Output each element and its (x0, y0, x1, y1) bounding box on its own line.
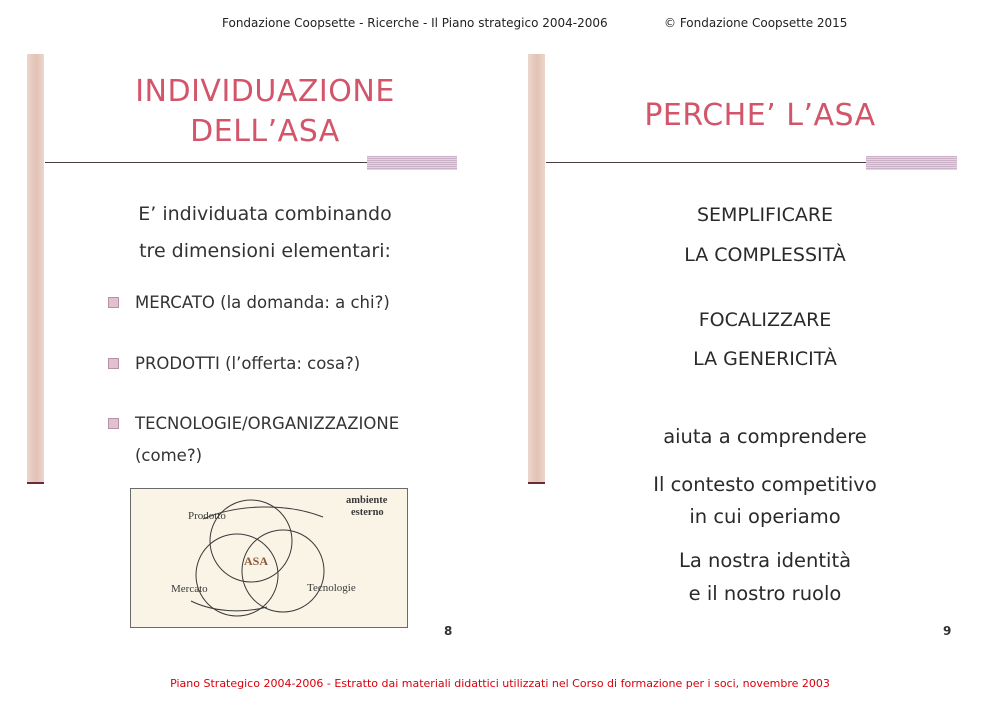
text-nostro-ruolo: e il nostro ruolo (688, 582, 842, 605)
bullet-text: TECNOLOGIE/ORGANIZZAZIONE (135, 414, 400, 433)
slide-side-bar (528, 54, 545, 482)
bullet-square-icon (108, 297, 119, 308)
intro-line-2: tre dimensioni elementari: (139, 240, 391, 262)
document-header-copyright: © Fondazione Coopsette 2015 (664, 16, 848, 30)
slide-intro (100, 196, 430, 270)
venn-arc-bottom (191, 601, 267, 611)
label-prodotto: Prodotto (188, 510, 226, 522)
venn-circle-mercato (196, 534, 278, 616)
text-in-cui-operiamo: in cui operiamo (689, 505, 841, 528)
intro-line-1: E’ individuata combinando (138, 203, 392, 225)
document-header-title: Fondazione Coopsette - Ricerche - Il Piano strategico 2004-2006 (222, 16, 608, 30)
slide-title-line-1: INDIVIDUAZIONE (135, 74, 395, 109)
text-aiuta-a-comprendere: aiuta a comprendere (663, 425, 867, 448)
text-focalizzare: FOCALIZZARE (698, 309, 832, 331)
bullet-square-icon (108, 358, 119, 369)
text-la-genericita: LA GENERICITÀ (693, 348, 837, 370)
slide-9 (500, 54, 970, 644)
label-asa-center: ASA (244, 554, 269, 568)
venn-svg (131, 489, 407, 627)
label-tecnologie: Tecnologie (307, 582, 356, 594)
label-ambiente-line-2: esterno (351, 507, 384, 518)
bullet-text-continuation: (come?) (135, 446, 203, 465)
text-semplificare: SEMPLIFICARE (696, 204, 834, 226)
asa-venn-diagram (130, 488, 408, 628)
bullet-text: PRODOTTI (l’offerta: cosa?) (135, 354, 361, 373)
slide-title: PERCHE’ L’ASA (644, 98, 876, 133)
venn-circle-tecnologie (242, 530, 324, 612)
label-ambiente-line-1: ambiente (346, 495, 388, 506)
slide-side-bar-cap (27, 482, 44, 484)
slide-title-line-2: DELL’ASA (190, 114, 340, 149)
bullet-text: MERCATO (la domanda: a chi?) (135, 293, 390, 312)
page-number: 9 (943, 624, 952, 638)
text-contesto-competitivo: Il contesto competitivo (653, 473, 877, 496)
text-nostra-identita: La nostra identità (678, 549, 852, 572)
title-divider-band (367, 156, 457, 170)
slide-title (100, 72, 430, 152)
document-footer: Piano Strategico 2004-2006 - Estratto dai materiali didattici utilizzati nel Corso di formazione per i soci, novembre 2003 (170, 677, 830, 690)
text-la-complessita: LA COMPLESSITÀ (684, 244, 846, 266)
slide-8 (0, 54, 470, 644)
bullet-square-icon (108, 418, 119, 429)
slide-side-bar (27, 54, 44, 482)
label-mercato: Mercato (171, 583, 208, 595)
title-divider-band (866, 156, 957, 170)
page-number: 8 (444, 624, 453, 638)
